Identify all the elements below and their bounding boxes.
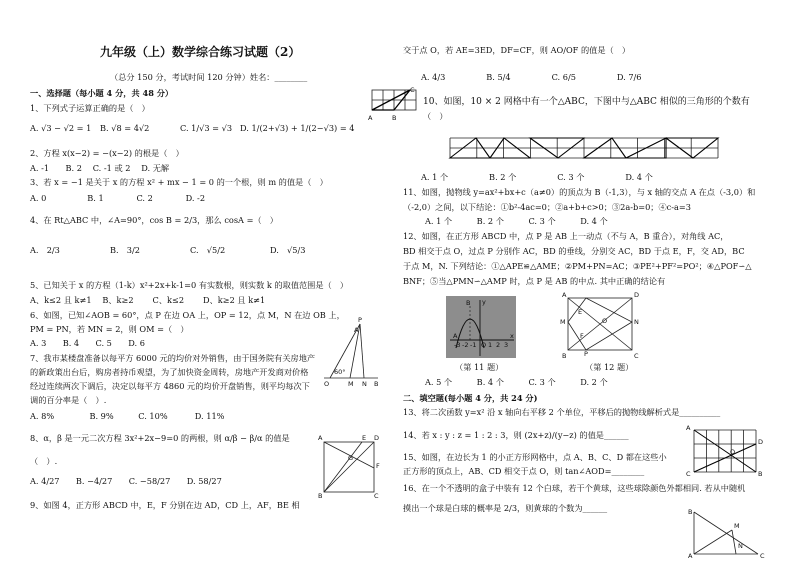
fig11-label-neg3: -3 <box>454 341 461 349</box>
fig11-label-3: 3 <box>504 341 509 349</box>
question-2: 2、方程 x(x−2) = −(x−2) 的根是（ ） <box>30 148 184 158</box>
fig9-label-f: F <box>376 462 380 470</box>
fig6-label-o: O <box>324 380 330 388</box>
question-8-blank: （ ）. <box>30 456 58 466</box>
fig9-label-g: G <box>348 454 354 462</box>
figure-11-graph <box>446 296 516 358</box>
caption-figure-11: （第 11 题） <box>455 362 504 372</box>
q11-options: A. 1 个 B. 2 个 C. 3 个 D. 4 个 <box>425 216 608 226</box>
fig11-label-neg2: -2 <box>462 341 469 349</box>
fig16-label-b: B <box>688 508 693 516</box>
fig15-label-d: D <box>758 438 764 446</box>
q6-options: A. 3 B. 4 C. 5 D. 6 <box>30 338 145 348</box>
figure-q10-grid <box>450 138 720 160</box>
figure-16 <box>686 508 766 558</box>
fig16-label-c: C <box>760 552 765 560</box>
q4-option-c: C. √5/2 <box>190 245 226 255</box>
page-subtitle: （总分 150 分，考试时间 120 分钟）姓名：________ <box>110 72 308 82</box>
fig15-label-o: O <box>730 448 736 456</box>
question-12-line2: BD 相交于点 O，过点 P 分别作 AC，BD 的垂线，分别交 AC，BD 于点 E，F，交 AD，BC <box>403 246 745 256</box>
question-7-line4: 调的百分率是（ ）. <box>30 395 107 405</box>
question-9: 9、如图 4，正方形 ABCD 中，E，F 分别在边 AD，CD 上，AF，BE 相 <box>30 500 300 510</box>
fig12-label-b: B <box>562 352 567 360</box>
fig12-label-f: F <box>580 332 584 340</box>
q8-options: A. 4/27 B. −4/27 C. −58/27 D. 58/27 <box>30 476 222 486</box>
question-1: 1、下列式子运算正确的是（ ） <box>30 103 150 113</box>
question-11-line1: 11、如图，抛物线 y=ax²+bx+c（a≠0）的顶点为 B（-1,3），与 x 轴的交点 A 在点（-3,0）和 <box>403 187 756 197</box>
section-heading-choice: 一、选择题（每小题 4 分，共 48 分） <box>30 88 174 98</box>
fig16-label-m: M <box>734 522 740 530</box>
fig12-label-m: M <box>560 318 566 326</box>
question-15-line1: 15、如图，在边长为 1 的小正方形网格中，点 A、B、C、D 都在这些小 <box>403 452 667 462</box>
fig9-label-e: E <box>362 434 367 442</box>
q3-options: A. 0 B. 1 C. 2 D. -2 <box>30 193 206 203</box>
q10-options: A. 1 个 B. 2 个 C. 3 个 D. 4 个 <box>421 172 653 182</box>
fig9-label-a: A <box>318 434 323 442</box>
fig15-label-b: B <box>758 470 763 478</box>
q1-option-a: A. √3 − √2 = 1 <box>30 123 92 133</box>
q2-options: A. -1 B. 2 C. -1 或 2 D. 无解 <box>30 163 170 173</box>
question-15-line2: 正方形的顶点上，AB、CD 相交于点 O，则 tan∠AOD=________ <box>403 466 645 476</box>
page-title: 九年级（上）数学综合练习试题（2） <box>100 45 301 59</box>
question-16-line1: 16、在一个不透明的盒子中装有 12 个白球，若干个黄球，这些球除颜色外都相同. 若从中随机 <box>403 483 746 493</box>
fig12-label-p: P <box>584 350 588 358</box>
question-12-line4: BNF；⑤当△PMN∽△AMP 时，点 P 是 AB 的中点. 其中正确的结论有 <box>403 276 666 286</box>
question-7-line1: 7、我市某楼盘准备以每平方 6000 元的均价对外销售，由于国务院有关房地产 <box>30 353 316 363</box>
fig6-label-b: B <box>374 380 379 388</box>
q1-option-d: D. 1/(2+√3) + 1/(2−√3) = 4 <box>240 123 355 133</box>
fig6-label-n: N <box>362 380 367 388</box>
figure-12-square <box>556 290 646 360</box>
fig15-label-a: A <box>686 424 691 432</box>
fig12-label-o: O <box>602 317 608 325</box>
q5-options: A、k≤2 且 k≠1 B、k≥2 C、k≤2 D、k≥2 且 k≠1 <box>30 295 266 305</box>
fig9-label-c: C <box>374 492 379 500</box>
question-7-line2: 的新政策出台后，购房者持币观望，为了加快资金周转，房地产开发商对价格 <box>30 367 309 377</box>
fig15-label-c: C <box>686 470 691 478</box>
figure-q9-square <box>318 436 378 498</box>
fig11-label-2: 2 <box>496 341 501 349</box>
question-10-line2: （ ） <box>423 111 448 121</box>
q4-option-a: A. 2/3 <box>30 245 60 255</box>
fig11-label-y: y <box>482 298 486 306</box>
question-6-line1: 6、如图，已知∠AOB = 60°，点 P 在边 OA 上，OP = 12，点 M，N 在边 OB 上， <box>30 310 345 320</box>
fig11-label-a: A <box>453 332 458 340</box>
fig9-label-b: B <box>318 492 323 500</box>
q7-options: A. 8% B. 9% C. 10% D. 11% <box>30 411 225 421</box>
fig11-label-neg1: -1 <box>470 341 477 349</box>
fig12-label-a: A <box>562 291 567 299</box>
fig12-label-d: D <box>634 291 640 299</box>
figure-q6-angle <box>320 318 380 388</box>
fig16-label-a: A <box>688 552 693 560</box>
fig10-label-c: C <box>410 86 415 94</box>
caption-figure-12: （第 12 题） <box>585 362 634 372</box>
fig12-label-n: N <box>634 318 639 326</box>
q1-option-b: B. √8 = 4√2 <box>100 123 150 133</box>
fig6-label-m: M <box>348 380 354 388</box>
fig11-label-1: 1 <box>488 341 493 349</box>
question-12-line3: 于点 M，N. 下列结论：①△APE≌△AME；②PM+PN=AC；③PE²+PF²=PO²；④△POF∽△ <box>403 261 752 271</box>
figure-q10-triangle <box>368 88 420 124</box>
question-7-line3: 经过连续两次下调后，决定以每平方 4860 元的均价开盘销售，则平均每次下 <box>30 381 310 391</box>
q1-option-c: C. 1/√3 = √3 <box>180 123 233 133</box>
fig10-label-a: A <box>368 114 373 122</box>
question-8: 8、α，β 是一元二次方程 3x²+2x−9=0 的两根，则 α/β − β/α 的值是 <box>30 433 290 443</box>
fig6-label-angle: 60° <box>334 368 346 376</box>
figure-15-grid <box>684 424 764 482</box>
question-4: 4、在 Rt△ABC 中，∠A=90°，cos B = 2/3，那么 cosA =（ ） <box>30 215 278 225</box>
fig12-label-e: E <box>578 308 583 316</box>
section-heading-fill: 二、填空题(每小题 4 分，共 24 分) <box>403 393 538 403</box>
question-3: 3、若 x = −1 是关于 x 的方程 x² + mx − 1 = 0 的一个根，则 m 的值是（ ） <box>30 177 328 187</box>
q9-options: A. 4/3 B. 5/4 C. 6/5 D. 7/6 <box>421 72 642 82</box>
fig6-label-a: A <box>354 326 359 334</box>
q4-option-b: B. 3/2 <box>110 245 140 255</box>
question-10-line1: 10、如图，10 × 2 网格中有一个△ABC，下图中与△ABC 相似的三角形的个数有 <box>423 97 750 107</box>
fig11-label-b: B <box>466 299 471 307</box>
fig12-label-c: C <box>634 352 639 360</box>
q12-options: A. 5 个 B. 4 个 C. 3 个 D. 2 个 <box>425 377 608 387</box>
question-16-line2: 摸出一个球是白球的概率是 2/3，则黄球的个数为______ <box>403 503 608 513</box>
question-11-line2: （-2,0）之间，以下结论：①b²-4ac=0；②a+b+c>0；③2a-b=0；④c-a=3 <box>403 202 691 212</box>
question-9-continued: 交于点 O，若 AE=3ED，DF=CF，则 AO/OF 的值是（ ） <box>403 45 631 55</box>
question-6-line2: PM = PN，若 MN = 2，则 OM =（ ） <box>30 324 189 334</box>
question-12-line1: 12、如图，在正方形 ABCD 中，点 P 是 AB 上一动点（不与 A，B 重合），对角线 AC， <box>403 231 729 241</box>
question-14: 14、若 x : y : z = 1 : 2 : 3，则 (2x+z)/(y−z) 的值是______ <box>403 430 629 440</box>
fig6-label-p: P <box>358 316 362 324</box>
fig9-label-d: D <box>374 434 380 442</box>
fig16-label-n: N <box>738 542 743 550</box>
question-5: 5、已知关于 x 的方程（1-k）x²+2x+k-1=0 有实数根，则实数 k 的取值范围是（ ） <box>30 280 349 290</box>
fig11-label-o: O <box>481 341 487 349</box>
fig10-label-b: B <box>392 114 397 122</box>
q4-option-d: D. √5/3 <box>270 245 306 255</box>
fig11-label-x: x <box>510 332 514 340</box>
question-13: 13、将二次函数 y=x² 沿 x 轴向右平移 2 个单位，平移后的抛物线解析式是__________ <box>403 407 721 417</box>
